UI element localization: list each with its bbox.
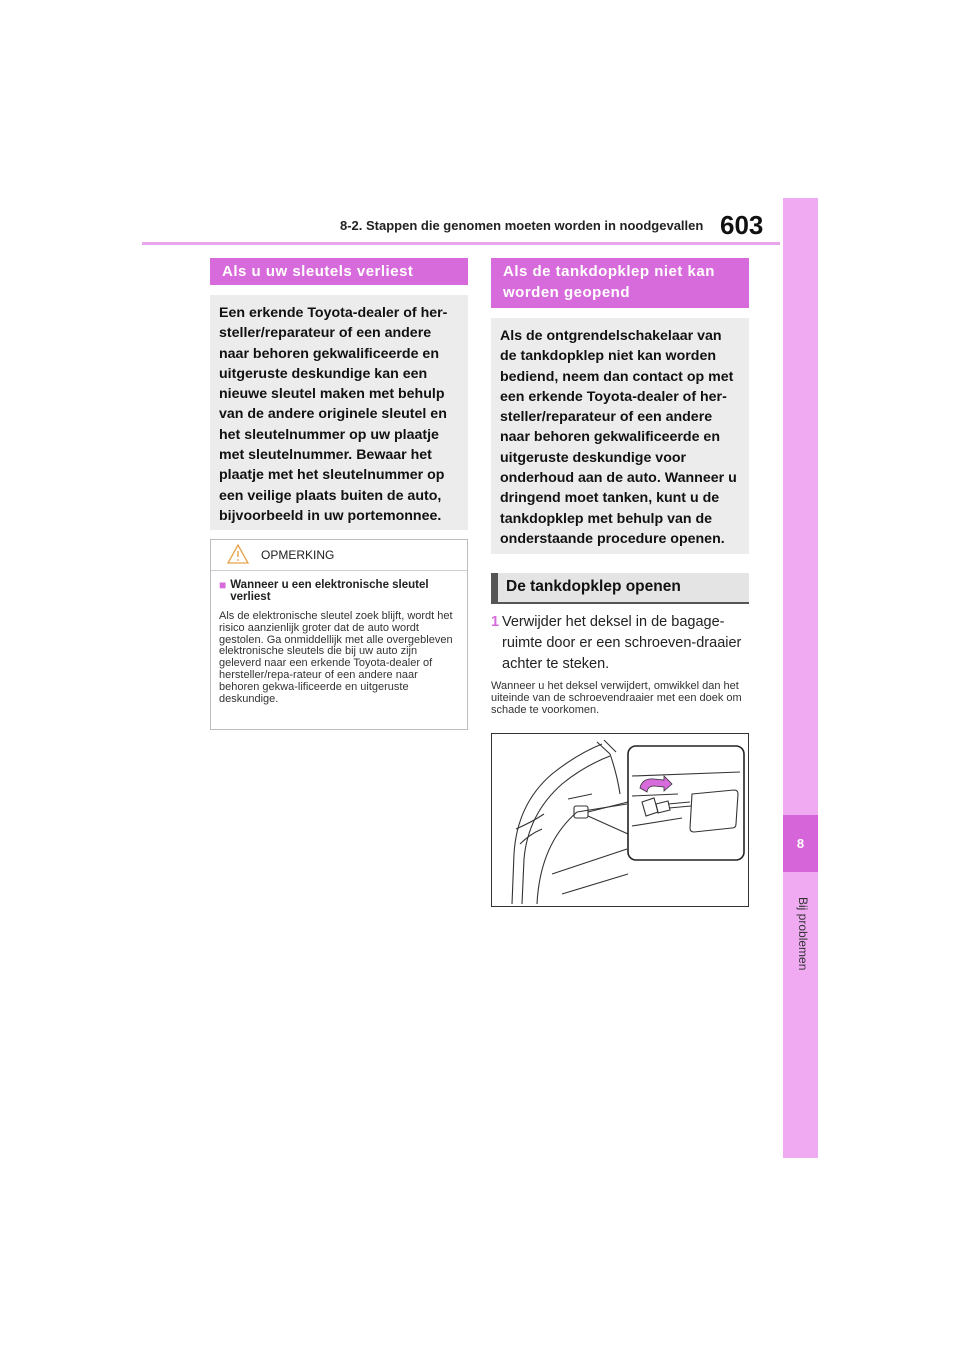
notice-subheading-text: Wanneer u een elektronische sleutel verliest [230, 579, 429, 603]
notice-body: Als de elektronische sleutel zoek blijft, wordt het risico aanzienlijk groter dat de auto wordt gestolen. Ga onmiddellijk met alle overgebleven elektronische sleutels die bij uw auto zijn geleverd naar een erkende Toyota-dealer of hersteller/repa-rateur of een andere naar behoren gekwa-lificeerde en uitgeruste deskundige. [219, 610, 453, 705]
notice-header [211, 540, 467, 571]
trunk-cover-removal-drawing [492, 734, 748, 906]
procedure-step-1 [491, 612, 749, 675]
page-number: 603 [720, 210, 764, 240]
step-number: 1 [491, 614, 500, 630]
procedure-note: Wanneer u het deksel verwijdert, omwikkel dan het uiteinde van de schroevendraaier met een doek om schade te voorkomen. [491, 680, 742, 716]
fuel-door-heading: Als de tankdopklep niet kan worden geopend [491, 258, 749, 308]
header-divider [142, 242, 780, 245]
warning-triangle-icon [226, 543, 250, 570]
fuel-door-info-box: Als de ontgrendelschakelaar van de tankdopklep niet kan worden bediend, neem dan contact op met een erkende Toyota-dealer of her-steller/reparateur of een andere naar behoren gekwalificeerde en uitgeruste deskundige voor onderhoud aan de auto. Wanneer u dringend moet tanken, kunt u de tankdopklep met behulp van de onderstaande procedure openen. [491, 318, 749, 554]
lost-keys-info-box: Een erkende Toyota-dealer of her-steller/reparateur of een andere naar behoren gekwalificeerde en uitgeruste deskundige kan een nieuwe sleutel maken met behulp van de andere originele sleutel en het sleutelnummer op uw plaatje met sleutelnummer. Bewaar het plaatje met het sleutelnummer op een veilige plaats buiten de auto, bijvoorbeeld in uw portemonnee. [210, 295, 468, 530]
lost-keys-heading: Als u uw sleutels verliest [210, 258, 468, 285]
notice-box [210, 539, 468, 730]
chapter-side-strip [783, 198, 818, 1158]
step-text: Verwijder het deksel in de bagage-ruimte door er een schroeven-draaier achter te steken. [502, 614, 742, 672]
open-procedure-heading: De tankdopklep openen [491, 573, 749, 604]
notice-title: OPMERKING [261, 548, 335, 562]
luggage-compartment-illustration [491, 733, 749, 907]
notice-subheading [219, 579, 459, 603]
chapter-label: Bij problemen [796, 897, 810, 971]
section-header-title: 8-2. Stappen die genomen moeten worden in noodgevallen [340, 218, 704, 233]
square-bullet-icon: ■ [219, 578, 227, 592]
chapter-number-tab[interactable]: 8 [783, 815, 818, 872]
